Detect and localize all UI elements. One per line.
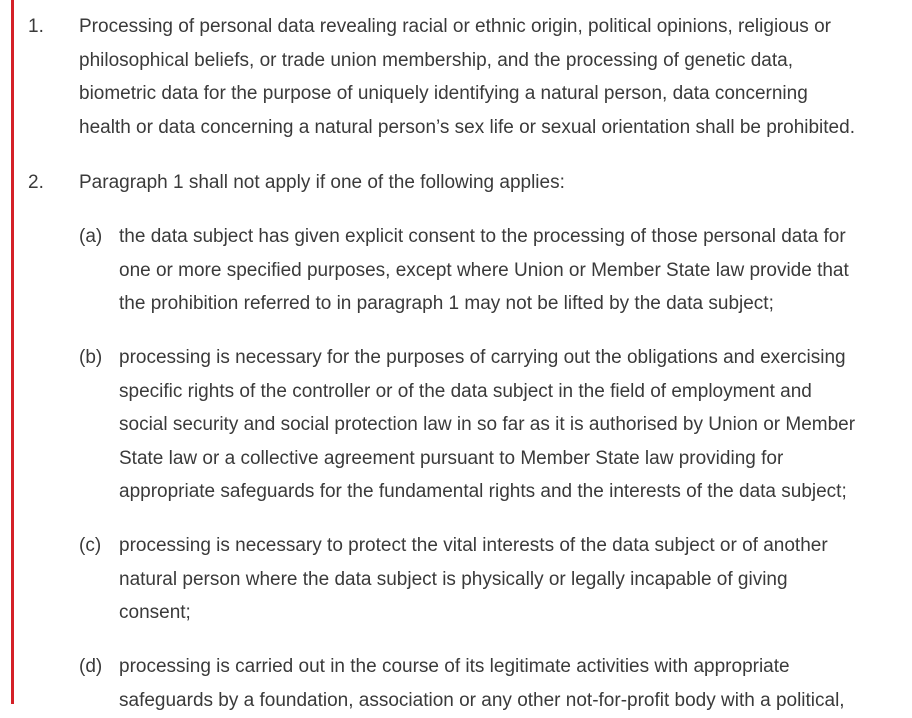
subparagraph-label: (b): [79, 347, 103, 368]
paragraph-text: Paragraph 1 shall not apply if one of the following applies:: [79, 172, 565, 193]
subparagraph-text: processing is necessary to protect the vital interests of the data subject or of another natural person where the data subject is physically or legally incapable of giving consent;: [119, 535, 828, 623]
paragraph-text: Processing of personal data revealing racial or ethnic origin, political opinions, religious or philosophical beliefs, or trade union membership, and the processing of genetic data, biometric data for the purpose of uniquely identifying a natural person, data concerning health or data concerning a natural person’s sex life or sexual orientation shall be prohibited.: [79, 16, 855, 138]
subparagraph-label: (a): [79, 226, 103, 247]
subparagraph-text: processing is necessary for the purposes of carrying out the obligations and exercising specific rights of the controller or of the data subject in the field of employment and social security and social protection law in so far as it is authorised by Union or Member State law or a collective agreement pursuant to Member State law providing for appropriate safeguards for the fundamental rights and the interests of the data subject;: [119, 347, 856, 502]
paragraph-number: 1.: [28, 16, 44, 37]
paragraph-number: 2.: [28, 172, 44, 193]
subparagraph-text: the data subject has given explicit consent to the processing of those personal data for one or more specified purposes, except where Union or Member State law provide that the prohibition referred to in paragraph 1 may not be lifted by the data subject;: [119, 226, 849, 314]
subparagraph-label: (d): [79, 656, 103, 677]
subparagraph-text: processing is carried out in the course of its legitimate activities with appropriate safeguards by a foundation, association or any other not-for-profit body with a political,: [119, 656, 845, 711]
subparagraph-label: (c): [79, 535, 102, 556]
